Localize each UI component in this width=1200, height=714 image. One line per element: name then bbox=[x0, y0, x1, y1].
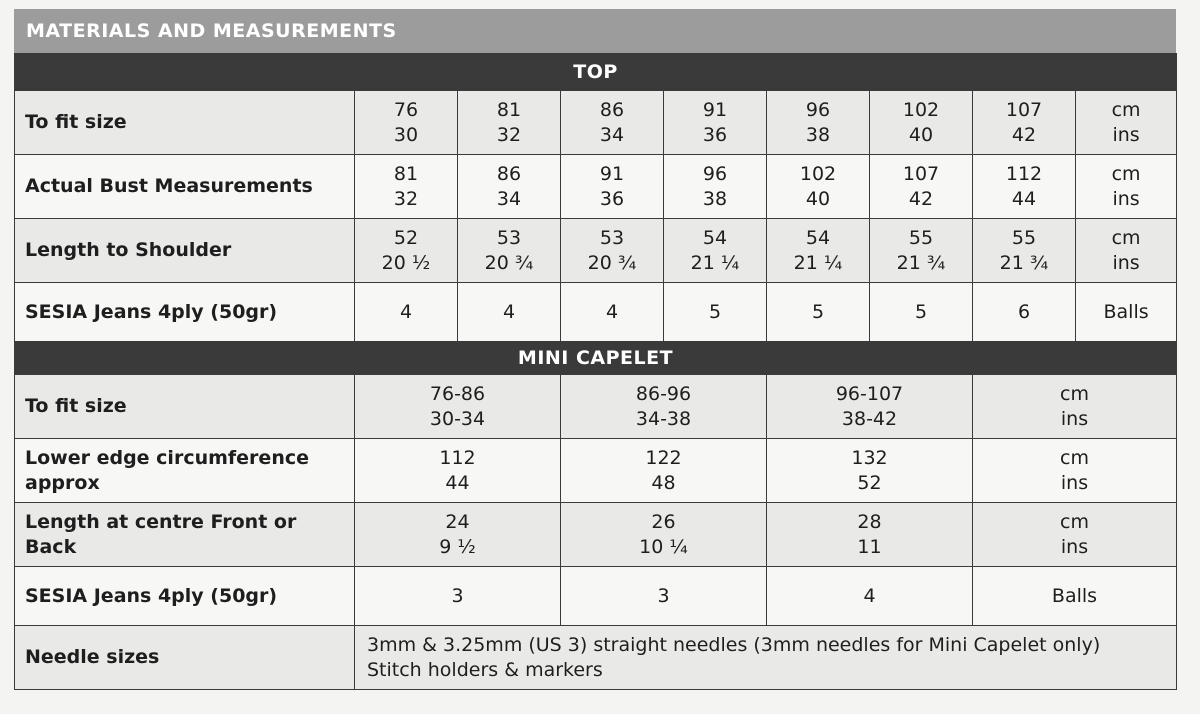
value-cell bbox=[561, 375, 767, 439]
value-cell-line-1: 4 bbox=[605, 300, 619, 323]
value-cell bbox=[767, 439, 973, 503]
value-cell-line-1: 52 bbox=[393, 226, 419, 249]
value-cell-line-1: 53 bbox=[496, 226, 522, 249]
unit-cell-line-1: cm bbox=[1111, 98, 1141, 121]
value-cell-line-2: 11 bbox=[857, 535, 882, 558]
capelet-heading-line-1: MINI CAPELET bbox=[517, 347, 674, 369]
table-row bbox=[15, 283, 1177, 342]
value-cell-line-2: 42 bbox=[1011, 123, 1037, 146]
value-cell-line-2: 38 bbox=[805, 123, 831, 146]
value-cell-line-1: 91 bbox=[599, 162, 625, 185]
value-cell bbox=[355, 91, 458, 155]
needles-info-line-1: 3mm & 3.25mm (US 3) straight needles (3mm needles for Mini Capelet only) bbox=[367, 633, 1101, 656]
value-cell-line-1: 6 bbox=[1017, 300, 1031, 323]
value-cell-line-1: 53 bbox=[599, 226, 625, 249]
value-cell bbox=[664, 155, 767, 219]
value-cell-line-1: 4 bbox=[399, 300, 413, 323]
row-label-line-1: To fit size bbox=[25, 395, 127, 417]
value-cell bbox=[355, 375, 561, 439]
unit-cell-line-1: cm bbox=[1111, 226, 1141, 249]
value-cell bbox=[561, 503, 767, 567]
value-cell-line-2: 38-42 bbox=[841, 407, 898, 430]
unit-cell-line-1: cm bbox=[1060, 446, 1089, 469]
unit-cell-line-1: cm bbox=[1060, 510, 1089, 533]
value-cell-line-2: 36 bbox=[702, 123, 728, 146]
value-cell-line-1: 86-96 bbox=[635, 382, 692, 405]
unit-cell bbox=[1076, 155, 1177, 219]
unit-cell bbox=[1076, 219, 1177, 283]
value-cell bbox=[561, 219, 664, 283]
value-cell-line-1: 55 bbox=[1011, 226, 1037, 249]
unit-cell-line-1: Balls bbox=[1051, 584, 1098, 607]
value-cell-line-1: 107 bbox=[1005, 98, 1043, 121]
table-row bbox=[15, 439, 1177, 503]
value-cell-line-1: 132 bbox=[851, 446, 888, 469]
value-cell-line-2: 34-38 bbox=[635, 407, 692, 430]
row-label-line-1: Length at centre Front or bbox=[25, 510, 297, 533]
materials-measurements-page bbox=[14, 9, 1176, 690]
value-cell-line-1: 4 bbox=[863, 584, 876, 607]
row-label-line-1: To fit size bbox=[25, 111, 127, 133]
value-cell-line-2: 34 bbox=[496, 187, 522, 210]
value-cell bbox=[664, 219, 767, 283]
value-cell-line-2: 21 ¾ bbox=[896, 251, 946, 274]
table-row bbox=[15, 91, 1177, 155]
needles-label-line-1: Needle sizes bbox=[25, 646, 160, 668]
top-heading bbox=[15, 54, 1177, 91]
unit-cell-line-1: cm bbox=[1060, 382, 1089, 405]
unit-cell-line-2: ins bbox=[1112, 123, 1140, 146]
value-cell-line-1: 5 bbox=[914, 300, 928, 323]
table-row bbox=[15, 503, 1177, 567]
value-cell bbox=[973, 91, 1076, 155]
value-cell bbox=[973, 219, 1076, 283]
value-cell-line-1: 26 bbox=[651, 510, 676, 533]
row-label-line-2: Back bbox=[25, 535, 77, 558]
table-row bbox=[15, 567, 1177, 626]
value-cell-line-1: 3 bbox=[451, 584, 464, 607]
value-cell-line-2: 21 ¼ bbox=[690, 251, 740, 274]
value-cell-line-1: 122 bbox=[645, 446, 682, 469]
value-cell-line-2: 30 bbox=[393, 123, 419, 146]
unit-cell-line-2: ins bbox=[1060, 471, 1089, 494]
value-cell-line-1: 5 bbox=[811, 300, 825, 323]
value-cell bbox=[767, 567, 973, 626]
row-label bbox=[15, 503, 355, 567]
unit-cell-line-2: ins bbox=[1112, 251, 1140, 274]
value-cell bbox=[767, 375, 973, 439]
table-row bbox=[15, 626, 1177, 690]
value-cell-line-1: 86 bbox=[496, 162, 522, 185]
value-cell bbox=[973, 155, 1076, 219]
value-cell bbox=[664, 283, 767, 342]
top-heading-line-1: TOP bbox=[573, 60, 618, 83]
unit-cell-line-1: Balls bbox=[1103, 300, 1149, 323]
unit-cell-line-2: ins bbox=[1060, 535, 1089, 558]
value-cell bbox=[870, 91, 973, 155]
value-cell-line-1: 4 bbox=[502, 300, 516, 323]
value-cell-line-1: 107 bbox=[902, 162, 940, 185]
row-label bbox=[15, 283, 355, 342]
unit-cell bbox=[973, 567, 1177, 626]
value-cell bbox=[458, 155, 561, 219]
value-cell bbox=[767, 503, 973, 567]
value-cell-line-2: 20 ½ bbox=[381, 251, 431, 274]
value-cell-line-1: 28 bbox=[857, 510, 882, 533]
value-cell-line-2: 48 bbox=[651, 471, 676, 494]
value-cell-line-1: 91 bbox=[702, 98, 728, 121]
value-cell bbox=[767, 91, 870, 155]
unit-cell bbox=[973, 439, 1177, 503]
value-cell bbox=[767, 219, 870, 283]
row-label-line-1: SESIA Jeans 4ply (50gr) bbox=[25, 300, 278, 323]
value-cell-line-1: 96-107 bbox=[835, 382, 904, 405]
value-cell-line-2: 20 ¾ bbox=[484, 251, 534, 274]
value-cell bbox=[355, 503, 561, 567]
unit-cell-line-2: ins bbox=[1060, 407, 1089, 430]
value-cell-line-1: 81 bbox=[496, 98, 522, 121]
value-cell-line-2: 38 bbox=[702, 187, 728, 210]
value-cell-line-2: 32 bbox=[393, 187, 419, 210]
value-cell bbox=[561, 439, 767, 503]
measurements-table bbox=[14, 53, 1177, 342]
value-cell-line-2: 44 bbox=[1011, 187, 1037, 210]
value-cell-line-2: 40 bbox=[908, 123, 934, 146]
value-cell-line-1: 112 bbox=[439, 446, 476, 469]
unit-cell bbox=[1076, 283, 1177, 342]
table-row bbox=[15, 375, 1177, 439]
row-label-line-2: approx bbox=[25, 471, 100, 494]
row-label-line-1: SESIA Jeans 4ply (50gr) bbox=[25, 584, 278, 607]
capelet-section bbox=[15, 343, 1177, 690]
value-cell-line-1: 54 bbox=[702, 226, 728, 249]
value-cell-line-2: 9 ½ bbox=[439, 535, 476, 558]
unit-cell-line-2: ins bbox=[1112, 187, 1140, 210]
value-cell bbox=[870, 155, 973, 219]
value-cell-line-1: 96 bbox=[805, 98, 831, 121]
value-cell bbox=[458, 219, 561, 283]
table-row bbox=[15, 219, 1177, 283]
value-cell bbox=[973, 283, 1076, 342]
value-cell bbox=[561, 283, 664, 342]
value-cell-line-2: 52 bbox=[857, 471, 882, 494]
value-cell bbox=[561, 567, 767, 626]
value-cell bbox=[870, 219, 973, 283]
value-cell-line-2: 42 bbox=[908, 187, 934, 210]
value-cell-line-2: 44 bbox=[445, 471, 470, 494]
row-label bbox=[15, 439, 355, 503]
value-cell-line-2: 10 ¼ bbox=[639, 535, 688, 558]
unit-cell bbox=[973, 503, 1177, 567]
value-cell-line-2: 30-34 bbox=[429, 407, 486, 430]
value-cell-line-1: 102 bbox=[799, 162, 837, 185]
value-cell bbox=[561, 91, 664, 155]
value-cell-line-1: 81 bbox=[393, 162, 419, 185]
value-cell bbox=[355, 219, 458, 283]
value-cell-line-1: 86 bbox=[599, 98, 625, 121]
needles-label bbox=[15, 626, 355, 690]
needles-info-line-2: Stitch holders & markers bbox=[367, 658, 603, 681]
value-cell-line-2: 36 bbox=[599, 187, 625, 210]
value-cell bbox=[767, 155, 870, 219]
needles-info bbox=[355, 626, 1177, 690]
value-cell-line-1: 3 bbox=[657, 584, 670, 607]
value-cell-line-1: 55 bbox=[908, 226, 934, 249]
value-cell-line-1: 76-86 bbox=[429, 382, 486, 405]
value-cell-line-1: 96 bbox=[702, 162, 728, 185]
value-cell bbox=[767, 283, 870, 342]
value-cell bbox=[355, 439, 561, 503]
row-label bbox=[15, 375, 355, 439]
value-cell-line-1: 102 bbox=[902, 98, 940, 121]
value-cell-line-1: 5 bbox=[708, 300, 722, 323]
capelet-heading bbox=[15, 343, 1177, 375]
row-label-line-1: Actual Bust Measurements bbox=[25, 175, 313, 197]
row-label bbox=[15, 155, 355, 219]
value-cell bbox=[561, 155, 664, 219]
value-cell bbox=[355, 155, 458, 219]
row-label bbox=[15, 567, 355, 626]
row-label bbox=[15, 91, 355, 155]
value-cell-line-1: 76 bbox=[393, 98, 419, 121]
value-cell bbox=[355, 283, 458, 342]
unit-cell bbox=[973, 375, 1177, 439]
row-label bbox=[15, 219, 355, 283]
value-cell bbox=[458, 91, 561, 155]
unit-cell bbox=[1076, 91, 1177, 155]
value-cell bbox=[355, 567, 561, 626]
section-title: MATERIALS AND MEASUREMENTS bbox=[14, 9, 1176, 53]
capelet-table bbox=[14, 342, 1177, 690]
table-row bbox=[15, 155, 1177, 219]
value-cell bbox=[664, 91, 767, 155]
value-cell-line-2: 21 ¾ bbox=[999, 251, 1049, 274]
value-cell-line-2: 20 ¾ bbox=[587, 251, 637, 274]
value-cell-line-1: 54 bbox=[805, 226, 831, 249]
unit-cell-line-1: cm bbox=[1111, 162, 1141, 185]
value-cell-line-2: 21 ¼ bbox=[793, 251, 843, 274]
row-label-line-1: Length to Shoulder bbox=[25, 239, 232, 261]
value-cell-line-1: 112 bbox=[1005, 162, 1043, 185]
value-cell-line-2: 34 bbox=[599, 123, 625, 146]
value-cell bbox=[870, 283, 973, 342]
value-cell bbox=[458, 283, 561, 342]
value-cell-line-2: 40 bbox=[805, 187, 831, 210]
top-section bbox=[15, 54, 1177, 342]
row-label-line-1: Lower edge circumference bbox=[25, 446, 309, 469]
value-cell-line-2: 32 bbox=[496, 123, 522, 146]
value-cell-line-1: 24 bbox=[445, 510, 470, 533]
